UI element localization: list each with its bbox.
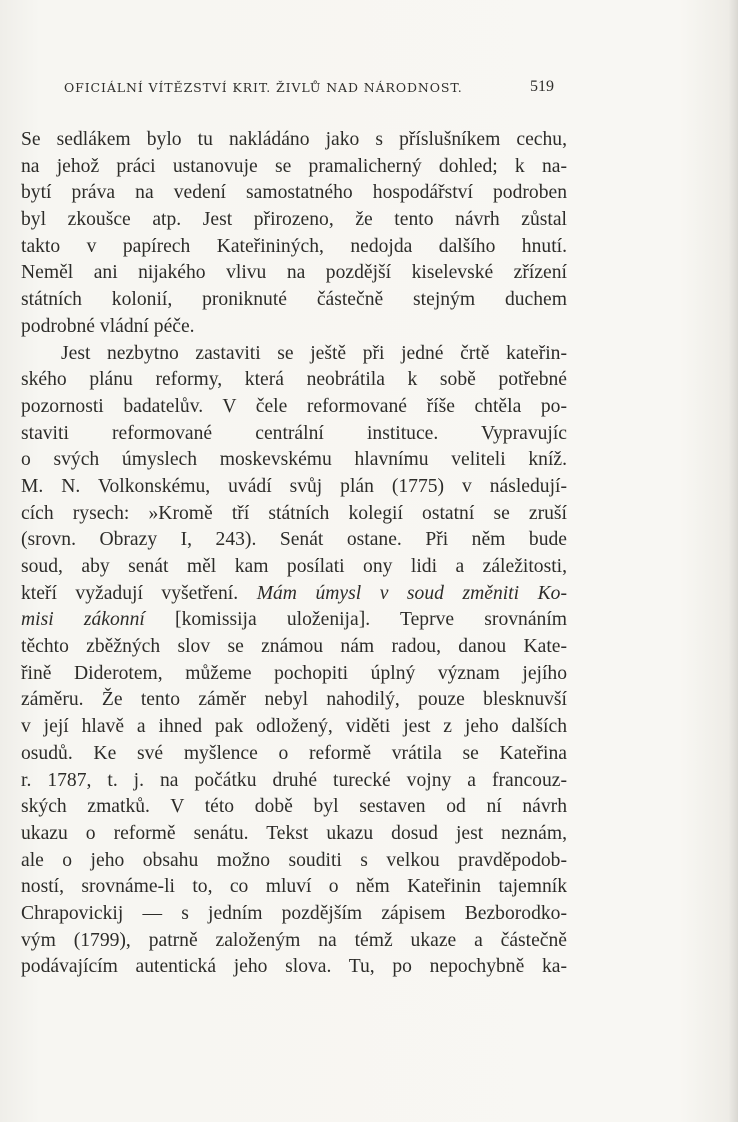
page-number: 519 bbox=[530, 78, 554, 95]
italic-quote: Mám úmysl v soud změniti Ko- bbox=[256, 582, 567, 604]
text-line: ukazu o reformě senátu. Tekst ukazu dosud jest neznám, bbox=[21, 822, 567, 844]
text-line-with-italic bbox=[21, 581, 567, 608]
text-line: soud, aby senát měl kam posílati ony lidi a záležitosti, bbox=[21, 556, 567, 577]
running-head: OFICIÁLNÍ VÍTĚZSTVÍ KRIT. ŽIVLŮ NAD NÁRODNOST. bbox=[64, 80, 463, 95]
page-edge-shadow bbox=[728, 0, 738, 1122]
text-line: (srovn. Obrazy I, 243). Senát ostane. Při něm bude bbox=[21, 529, 567, 551]
text-line: pozornosti badatelův. V čele reformované říše chtěla po- bbox=[21, 395, 567, 417]
text-segment: [komissija uloženija]. Teprve srovnáním bbox=[175, 609, 568, 631]
text-line: byl zkoušce atp. Jest přirozeno, že tento návrh zůstal bbox=[21, 209, 567, 231]
text-line-with-italic bbox=[21, 607, 567, 634]
text-line: podrobné vládní péče. bbox=[21, 315, 195, 337]
text-line: M. N. Volkonskému, uvádí svůj plán (1775) v následují- bbox=[21, 475, 567, 497]
text-line: Se sedlákem bylo tu nakládáno jako s příslušníkem cechu, bbox=[21, 129, 567, 150]
text-line: na jehož práci ustanovuje se pramalicherný dohled; k na- bbox=[21, 155, 567, 177]
text-line: o svých úmyslech moskevskému hlavnímu veliteli kníž. bbox=[21, 449, 567, 471]
text-segment: kteří vyžadují vyšetření. bbox=[21, 582, 239, 604]
text-line: staviti reformované centrální instituce. Vypravujíc bbox=[21, 422, 567, 444]
text-line: vým (1799), patrně založeným na témž ukaze a částečně bbox=[21, 929, 567, 951]
text-line: ale o jeho obsahu možno souditi s velkou pravděpodob- bbox=[21, 849, 567, 871]
text-line: státních kolonií, proniknuté částečně stejným duchem bbox=[21, 289, 567, 311]
text-line: záměru. Že tento záměr nebyl nahodilý, pouze blesknuvší bbox=[21, 689, 567, 711]
italic-quote: misi zákonní bbox=[21, 609, 145, 631]
text-line: bytí práva na vedení samostatného hospodářství podroben bbox=[21, 182, 567, 204]
text-line: takto v papírech Kateřininých, nedojda dalšího hnutí. bbox=[21, 235, 567, 257]
text-line: r. 1787, t. j. na počátku druhé turecké vojny a francouz- bbox=[21, 769, 567, 791]
text-line: Neměl ani nijakého vlivu na pozdější kiselevské zřízení bbox=[21, 262, 567, 284]
text-line: Chrapovickij — s jedním pozdějším zápisem Bezborodko- bbox=[21, 902, 567, 924]
body-text bbox=[21, 127, 567, 981]
text-line: cích rysech: »Kromě tří státních kolegií ostatní se zruší bbox=[21, 502, 567, 524]
text-line: těchto zběžných slov se známou nám radou, danou Kate- bbox=[21, 636, 567, 658]
text-line: podávajícím autentická jeho slova. Tu, po nepochybně ka- bbox=[21, 956, 567, 978]
text-line: ského plánu reformy, která neobrátila k sobě potřebné bbox=[21, 369, 567, 391]
text-line: řině Diderotem, můžeme pochopiti úplný význam jejího bbox=[21, 662, 567, 684]
text-line: ských zmatků. V této době byl sestaven od ní návrh bbox=[21, 796, 567, 818]
text-line: v její hlavě a ihned pak odložený, viděti jest z jeho dalších bbox=[21, 716, 567, 738]
text-line: osudů. Ke své myšlence o reformě vrátila se Kateřina bbox=[21, 742, 567, 764]
text-line: ností, srovnáme-li to, co mluví o něm Kateřinin tajemník bbox=[21, 876, 567, 898]
paragraph-start-line: Jest nezbytno zastaviti se ještě při jedné črtě kateřin- bbox=[61, 342, 567, 364]
